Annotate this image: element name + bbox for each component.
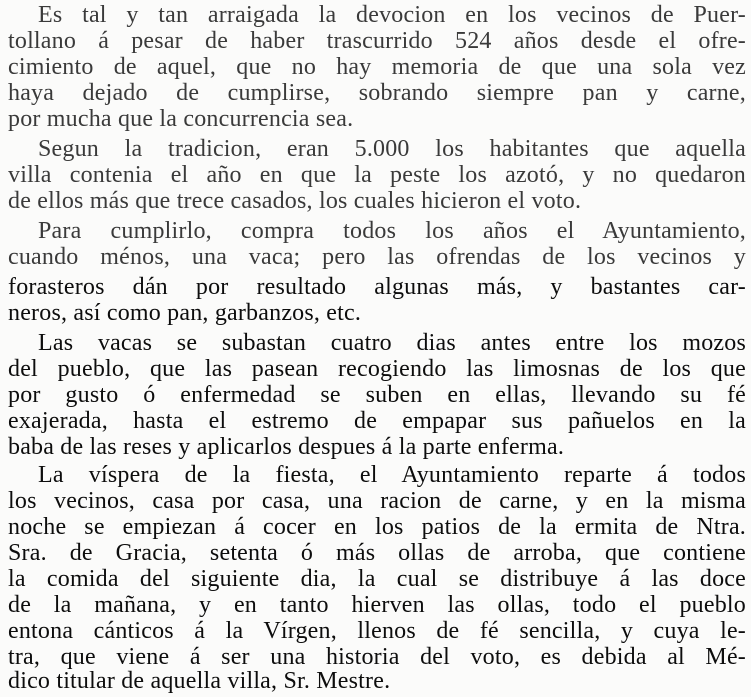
text-line: noche se empiezan á cocer en los patios de la ermita de Ntra.: [8, 514, 746, 540]
text-line: Segun la tradicion, eran 5.000 los habitantes que aquella: [38, 136, 746, 162]
text-line: por mucha que la concurrencia sea.: [8, 106, 354, 132]
text-line: haya dejado de cumplirse, sobrando siempre pan y carne,: [8, 80, 746, 106]
text-line: de ellos más que trece casados, los cuales hicieron el voto.: [8, 188, 582, 214]
text-line: tra, que viene á ser una historia del voto, es debida al Mé-: [8, 644, 746, 670]
text-line: cuando ménos, una vaca; pero las ofrendas de los vecinos y: [8, 244, 746, 270]
text-line: neros, así como pan, garbanzos, etc.: [8, 300, 362, 326]
text-line: los vecinos, casa por casa, una racion de carne, y en la misma: [8, 488, 746, 514]
text-line: por gusto ó enfermedad se suben en ellas, llevando su fé: [8, 382, 746, 408]
text-line: Las vacas se subastan cuatro dias antes entre los mozos: [38, 330, 746, 356]
text-line: Es tal y tan arraigada la devocion en los vecinos de Puer-: [38, 2, 746, 28]
text-line: Para cumplirlo, compra todos los años el Ayuntamiento,: [38, 218, 746, 244]
text-line: tollano á pesar de haber trascurrido 524 años desde el ofre-: [8, 28, 746, 54]
text-line: de la mañana, y en tanto hierven las ollas, todo el pueblo: [8, 592, 746, 618]
text-line: la comida del siguiente dia, la cual se distribuye á las doce: [8, 566, 746, 592]
text-line: exajerada, hasta el estremo de empapar sus pañuelos en la: [8, 408, 746, 434]
text-line: dico titular de aquella villa, Sr. Mestre.: [8, 668, 391, 694]
text-line: del pueblo, que las pasean recogiendo las limosnas de los que: [8, 356, 746, 382]
text-line: cimiento de aquel, que no hay memoria de que una sola vez: [8, 54, 746, 80]
text-line: baba de las reses y aplicarlos despues á la parte enferma.: [8, 434, 565, 460]
text-line: entona cánticos á la Vírgen, llenos de fé sencilla, y cuya le-: [8, 618, 746, 644]
text-line: La víspera de la fiesta, el Ayuntamiento reparte á todos: [38, 462, 746, 488]
text-line: forasteros dán por resultado algunas más, y bastantes car-: [8, 274, 746, 300]
text-line: Sra. de Gracia, setenta ó más ollas de arroba, que contiene: [8, 540, 746, 566]
text-line: villa contenia el año en que la peste los azotó, y no quedaron: [8, 162, 746, 188]
